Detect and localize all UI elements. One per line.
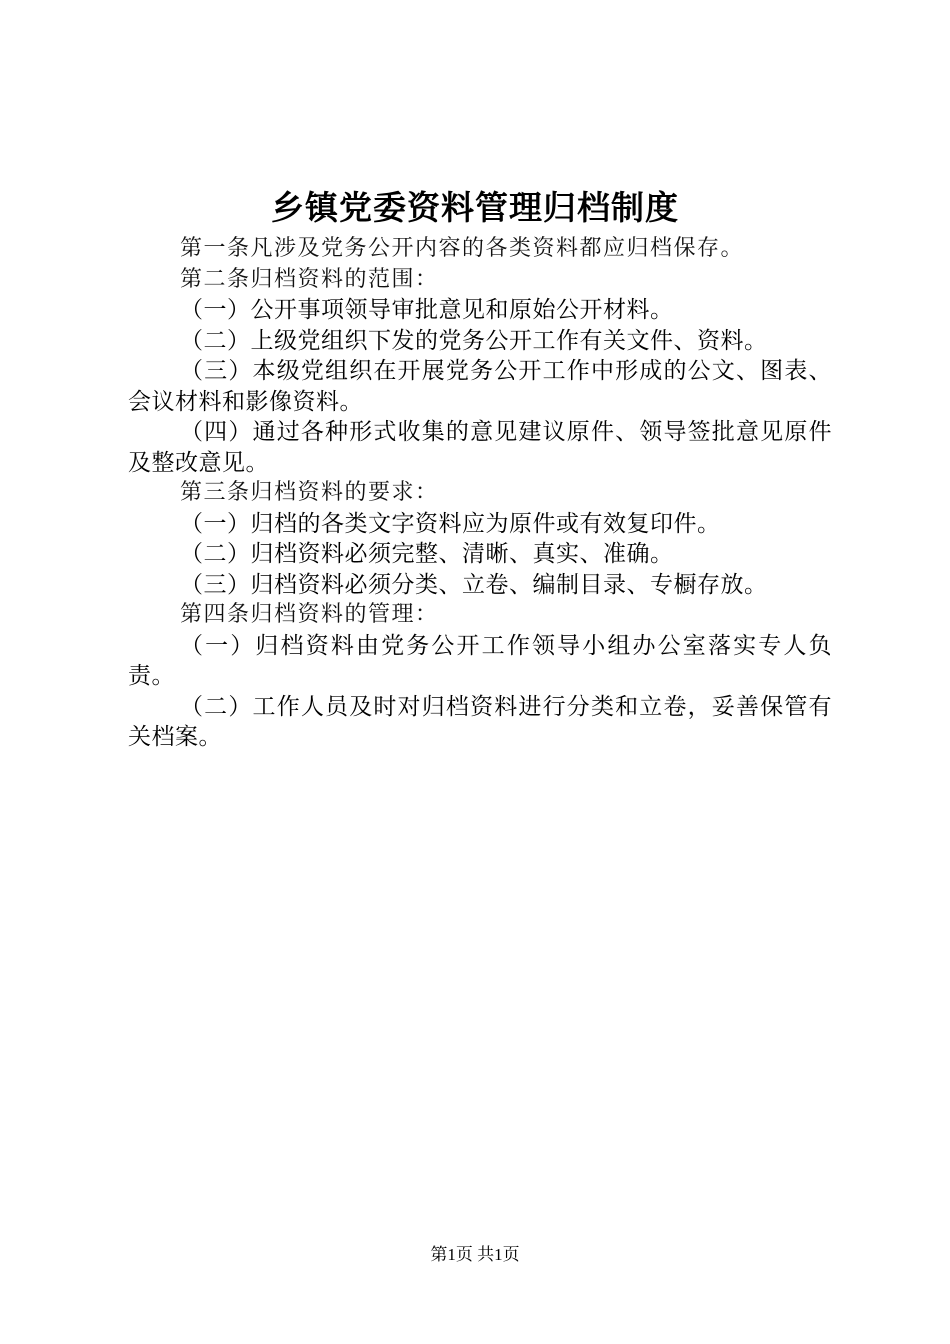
article-3-item-3: （三）归档资料必须分类、立卷、编制目录、专橱存放。 — [180, 571, 768, 598]
article-3-item-2: （二）归档资料必须完整、清晰、真实、准确。 — [180, 541, 674, 567]
article-2-item-3: （三）本级党组织在开展党务公开工作中形成的公文、图表、会议材料和影像资料。 — [128, 358, 832, 415]
article-4-item-1: （一）归档资料由党务公开工作领导小组办公室落实专人负责。 — [128, 632, 832, 689]
document-body — [128, 234, 832, 753]
document-title: 乡镇党委资料管理归档制度 — [271, 188, 679, 227]
article-3-heading: 第三条归档资料的要求： — [180, 480, 439, 505]
article-2-item-2: （二）上级党组织下发的党务公开工作有关文件、资料。 — [180, 327, 768, 354]
article-1: 第一条凡涉及党务公开内容的各类资料都应归档保存。 — [180, 236, 745, 261]
page-footer: 第1页 共1页 — [430, 1245, 520, 1264]
article-3-item-1: （一）归档的各类文字资料应为原件或有效复印件。 — [180, 510, 721, 537]
article-2-item-1: （一）公开事项领导审批意见和原始公开材料。 — [180, 297, 674, 323]
article-4-item-2: （二）工作人员及时对归档资料进行分类和立卷，妥善保管有关档案。 — [128, 693, 832, 750]
article-2-item-4: （四）通过各种形式收集的意见建议原件、领导签批意见原件及整改意见。 — [128, 419, 832, 476]
article-2-heading: 第二条归档资料的范围： — [180, 266, 439, 292]
article-4-heading: 第四条归档资料的管理： — [180, 602, 439, 627]
